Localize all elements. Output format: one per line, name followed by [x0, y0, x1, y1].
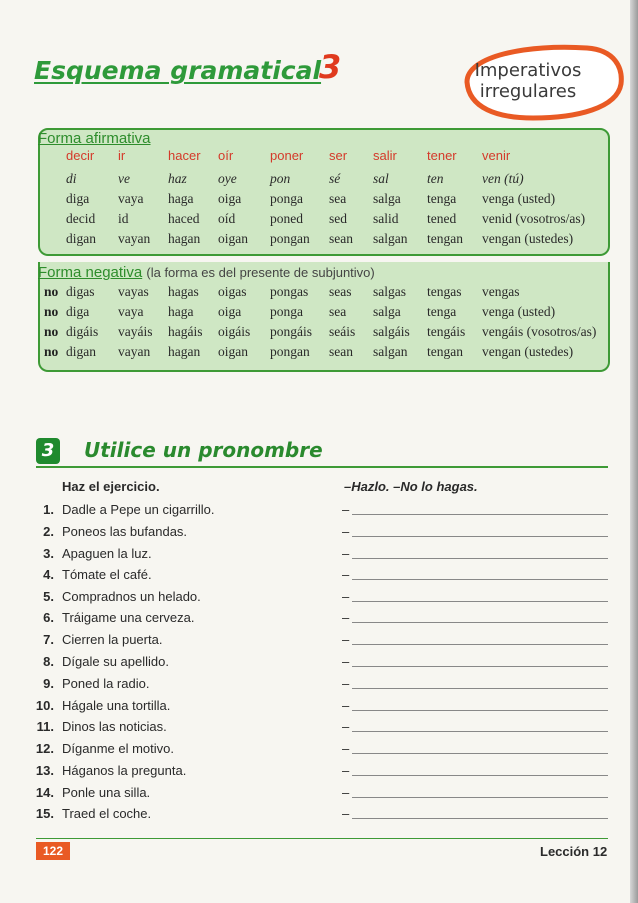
cell: sed: [329, 211, 347, 226]
item-text: Dígale su apellido.: [62, 654, 169, 669]
cell: ven (tú): [482, 171, 524, 186]
exercise-item: [0, 524, 638, 544]
answer-line[interactable]: [352, 558, 608, 559]
item-number: 15.: [35, 806, 54, 821]
lesson-label: Lección 12: [540, 844, 608, 859]
item-number: 9.: [43, 676, 54, 691]
item-text: Dadle a Pepe un cigarrillo.: [62, 502, 215, 517]
exercise-title: Utilice un pronombre: [84, 438, 323, 462]
cell: sé: [329, 171, 341, 186]
negative-row: [0, 324, 638, 344]
item-number: 1.: [43, 502, 54, 517]
answer-dash: –: [342, 502, 350, 517]
cell: digan: [66, 231, 96, 246]
cell: vaya: [118, 304, 144, 319]
answer-dash: –: [342, 785, 350, 800]
badge-label: [458, 60, 598, 102]
answer-dash: –: [342, 654, 350, 669]
cell: haced: [168, 211, 200, 226]
no-prefix: no: [44, 304, 59, 319]
answer-dash: –: [342, 546, 350, 561]
exercise-item: [0, 719, 638, 739]
exercise-item: [0, 698, 638, 718]
verb-header: hacer: [168, 148, 201, 163]
cell: ten: [427, 171, 444, 186]
affirmative-row: [0, 211, 638, 231]
cell: digáis: [66, 324, 99, 339]
footer-divider: [36, 838, 608, 839]
cell: poned: [270, 211, 303, 226]
cell: tenga: [427, 191, 457, 206]
answer-dash: –: [342, 698, 350, 713]
exercise-item: [0, 546, 638, 566]
answer-line[interactable]: [352, 775, 608, 776]
answer-line[interactable]: [352, 753, 608, 754]
cell: vengas: [482, 284, 520, 299]
answer-line[interactable]: [352, 731, 608, 732]
affirmative-row: [0, 191, 638, 211]
answer-dash: –: [342, 806, 350, 821]
cell: venga (usted): [482, 304, 556, 319]
item-number: 6.: [43, 610, 54, 625]
answer-line[interactable]: [352, 601, 608, 602]
cell: sal: [373, 171, 389, 186]
affirmative-heading: [38, 130, 151, 147]
answer-dash: –: [342, 567, 350, 582]
item-text: Cierren la puerta.: [62, 632, 163, 647]
no-prefix: no: [44, 324, 59, 339]
exercise-item: [0, 741, 638, 761]
exercise-item: [0, 676, 638, 696]
cell: tengas: [427, 284, 462, 299]
cell: oigáis: [218, 324, 251, 339]
negative-heading-text: Forma negativa: [38, 264, 143, 281]
cell: tengan: [427, 344, 463, 359]
cell: tened: [427, 211, 457, 226]
cell: hagas: [168, 284, 199, 299]
item-text: Traed el coche.: [62, 806, 152, 821]
cell: haga: [168, 191, 194, 206]
answer-dash: –: [342, 741, 350, 756]
answer-dash: –: [342, 676, 350, 691]
exercise-item: [0, 654, 638, 674]
cell: pon: [270, 171, 291, 186]
verb-header: decir: [66, 148, 95, 163]
no-prefix: no: [44, 284, 59, 299]
answer-line[interactable]: [352, 710, 608, 711]
cell: vayas: [118, 284, 149, 299]
item-text: Tráigame una cerveza.: [62, 610, 195, 625]
answer-line[interactable]: [352, 514, 608, 515]
cell: pongan: [270, 344, 310, 359]
cell: digan: [66, 344, 96, 359]
item-number: 14.: [35, 785, 54, 800]
exercise-item: [0, 502, 638, 522]
cell: ve: [118, 171, 130, 186]
verb-header: ser: [329, 148, 348, 163]
item-text: Poneos las bufandas.: [62, 524, 188, 539]
title-number-graphic: [317, 48, 345, 82]
item-number: 5.: [43, 589, 54, 604]
exercise-item: [0, 632, 638, 652]
cell: sean: [329, 344, 353, 359]
negative-row: [0, 344, 638, 364]
item-number: 3.: [43, 546, 54, 561]
cell: venga (usted): [482, 191, 556, 206]
negative-heading: [38, 264, 375, 281]
item-text: Háganos la pregunta.: [62, 763, 187, 778]
cell: salgan: [373, 344, 408, 359]
answer-line[interactable]: [352, 818, 608, 819]
answer-header: –Hazlo. –No lo hagas.: [344, 479, 478, 494]
cell: oiga: [218, 304, 242, 319]
cell: oye: [218, 171, 237, 186]
cell: seas: [329, 284, 352, 299]
cell: ponga: [270, 191, 303, 206]
cell: salgan: [373, 231, 408, 246]
item-number: 4.: [43, 567, 54, 582]
cell: salgas: [373, 284, 406, 299]
cell: salga: [373, 304, 401, 319]
verb-header: ir: [118, 148, 126, 163]
cell: hagan: [168, 344, 201, 359]
cell: pongan: [270, 231, 310, 246]
exercise-item: [0, 589, 638, 609]
item-number: 2.: [43, 524, 54, 539]
affirmative-row: [0, 171, 638, 191]
negative-row: [0, 284, 638, 304]
cell: ponga: [270, 304, 303, 319]
cell: pongáis: [270, 324, 312, 339]
answer-dash: –: [342, 719, 350, 734]
cell: oigan: [218, 344, 248, 359]
cell: salgáis: [373, 324, 410, 339]
exercise-item: [0, 806, 638, 826]
item-number: 11.: [36, 719, 54, 734]
answer-dash: –: [342, 763, 350, 778]
page-title: Esquema gramatical: [34, 56, 322, 85]
cell: tengáis: [427, 324, 466, 339]
cell: vayan: [118, 344, 151, 359]
item-text: Tómate el café.: [62, 567, 152, 582]
verb-header: tener: [427, 148, 457, 163]
cell: vayan: [118, 231, 151, 246]
verb-header: oír: [218, 148, 234, 163]
exercise-divider: [36, 466, 608, 468]
cell: id: [118, 211, 129, 226]
item-text: Hágale una tortilla.: [62, 698, 171, 713]
item-text: Apaguen la luz.: [62, 546, 152, 561]
item-text: Díganme el motivo.: [62, 741, 174, 756]
exercise-item: [0, 567, 638, 587]
cell: hagan: [168, 231, 201, 246]
badge-line-1: Imperativos: [474, 60, 582, 81]
answer-dash: –: [342, 610, 350, 625]
cell: di: [66, 171, 77, 186]
cell: vengan (ustedes): [482, 231, 574, 246]
negative-row: [0, 304, 638, 324]
cell: oigas: [218, 284, 247, 299]
item-text: Compradnos un helado.: [62, 589, 201, 604]
cell: salid: [373, 211, 399, 226]
answer-line[interactable]: [352, 797, 608, 798]
cell: decid: [66, 211, 96, 226]
cell: vayáis: [118, 324, 153, 339]
exercise-item: [0, 610, 638, 630]
answer-line[interactable]: [352, 622, 608, 623]
cell: vengáis (vosotros/as): [482, 324, 597, 339]
page-number: 122: [36, 842, 70, 860]
verb-header: salir: [373, 148, 397, 163]
cell: oíd: [218, 211, 236, 226]
badge-line-2: irregulares: [479, 81, 577, 102]
affirmative-row: [0, 231, 638, 251]
exercise-item: [0, 763, 638, 783]
answer-line[interactable]: [352, 666, 608, 667]
answer-line[interactable]: [352, 688, 608, 689]
cell: hagáis: [168, 324, 203, 339]
cell: oigan: [218, 231, 248, 246]
answer-dash: –: [342, 589, 350, 604]
answer-dash: –: [342, 524, 350, 539]
exercise-number-badge: 3: [36, 438, 60, 464]
no-prefix: no: [44, 344, 59, 359]
cell: tenga: [427, 304, 457, 319]
answer-dash: –: [342, 632, 350, 647]
cell: seáis: [329, 324, 356, 339]
item-text: Ponle una silla.: [62, 785, 151, 800]
answer-line[interactable]: [352, 536, 608, 537]
item-number: 8.: [43, 654, 54, 669]
cell: diga: [66, 191, 90, 206]
negative-note: (la forma es del presente de subjuntivo): [146, 265, 375, 280]
answer-line[interactable]: [352, 579, 608, 580]
verb-header-row: [0, 148, 638, 168]
verb-header: venir: [482, 148, 511, 163]
cell: salga: [373, 191, 401, 206]
cell: tengan: [427, 231, 463, 246]
verb-header: poner: [270, 148, 304, 163]
cell: pongas: [270, 284, 309, 299]
item-number: 12.: [35, 741, 54, 756]
affirmative-heading-text: Forma afirmativa: [38, 130, 151, 147]
cell: vaya: [118, 191, 144, 206]
item-number: 13.: [35, 763, 54, 778]
cell: diga: [66, 304, 90, 319]
cell: haga: [168, 304, 194, 319]
item-text: Poned la radio.: [62, 676, 150, 691]
cell: oiga: [218, 191, 242, 206]
item-text: Dinos las noticias.: [62, 719, 167, 734]
answer-line[interactable]: [352, 644, 608, 645]
cell: digas: [66, 284, 95, 299]
cell: haz: [168, 171, 187, 186]
cell: sean: [329, 231, 353, 246]
cell: sea: [329, 304, 347, 319]
exercise-instruction: Haz el ejercicio.: [62, 479, 160, 494]
exercise-item: [0, 785, 638, 805]
cell: sea: [329, 191, 347, 206]
cell: vengan (ustedes): [482, 344, 574, 359]
title-number: 3: [319, 48, 342, 82]
cell: venid (vosotros/as): [482, 211, 586, 226]
item-number: 10.: [35, 698, 54, 713]
item-number: 7.: [43, 632, 54, 647]
